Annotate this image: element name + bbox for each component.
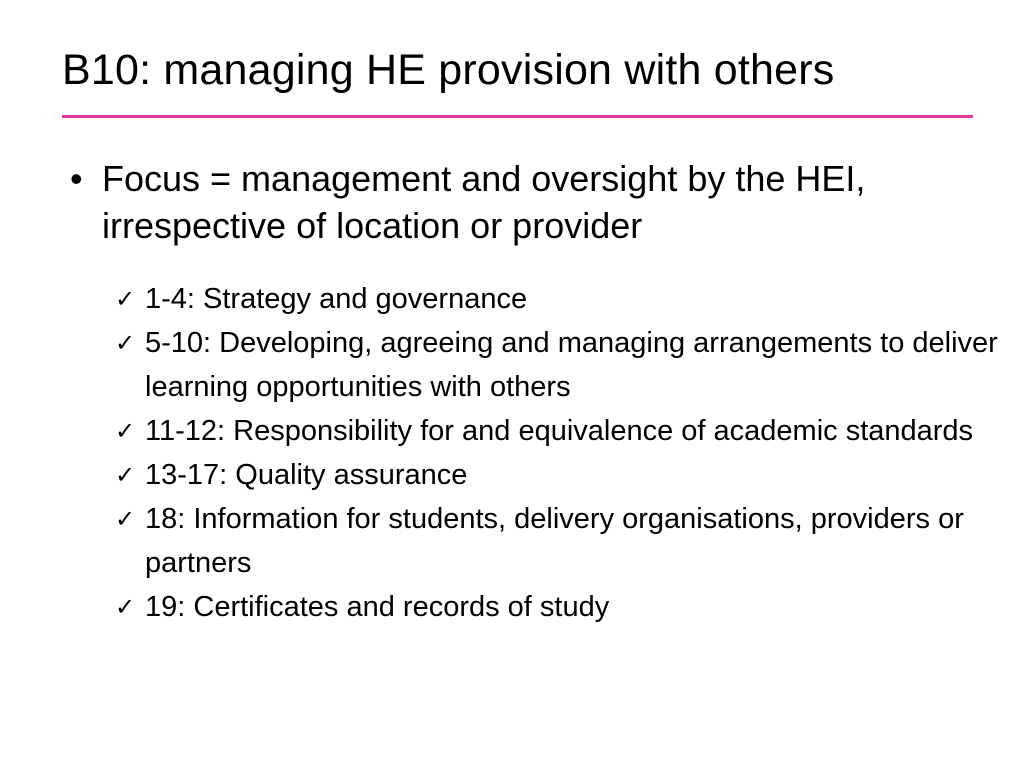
slide-title: B10: managing HE provision with others — [62, 46, 835, 94]
checklist-item-text: 5-10: Developing, agreeing and managing arrangements to deliver learning opportunities with others — [145, 327, 998, 403]
check-icon: ✓ — [115, 417, 136, 445]
checklist-item-text: 11-12: Responsibility for and equivalence of academic standards — [145, 415, 974, 447]
bullet-dot-icon: • — [70, 158, 83, 199]
main-bullet-text: Focus = management and oversight by the HEI, irrespective of location or provider — [102, 158, 866, 246]
checklist-item — [114, 497, 1004, 585]
check-icon: ✓ — [115, 285, 136, 313]
check-icon: ✓ — [115, 329, 136, 357]
checklist — [114, 277, 1004, 629]
checklist-item-text: 18: Information for students, delivery organisations, providers or partners — [145, 503, 964, 579]
title-divider — [62, 115, 973, 118]
checklist-item — [114, 585, 1004, 629]
main-bullet — [70, 155, 970, 249]
checklist-item-text: 13-17: Quality assurance — [145, 459, 468, 491]
checklist-item-text: 19: Certificates and records of study — [145, 591, 610, 623]
checklist-item — [114, 321, 1004, 409]
checklist-item — [114, 409, 1004, 453]
check-icon: ✓ — [115, 461, 136, 489]
checklist-item — [114, 453, 1004, 497]
check-icon: ✓ — [115, 593, 136, 621]
check-icon: ✓ — [115, 505, 136, 533]
checklist-item-text: 1-4: Strategy and governance — [145, 283, 528, 315]
checklist-item — [114, 277, 1004, 321]
